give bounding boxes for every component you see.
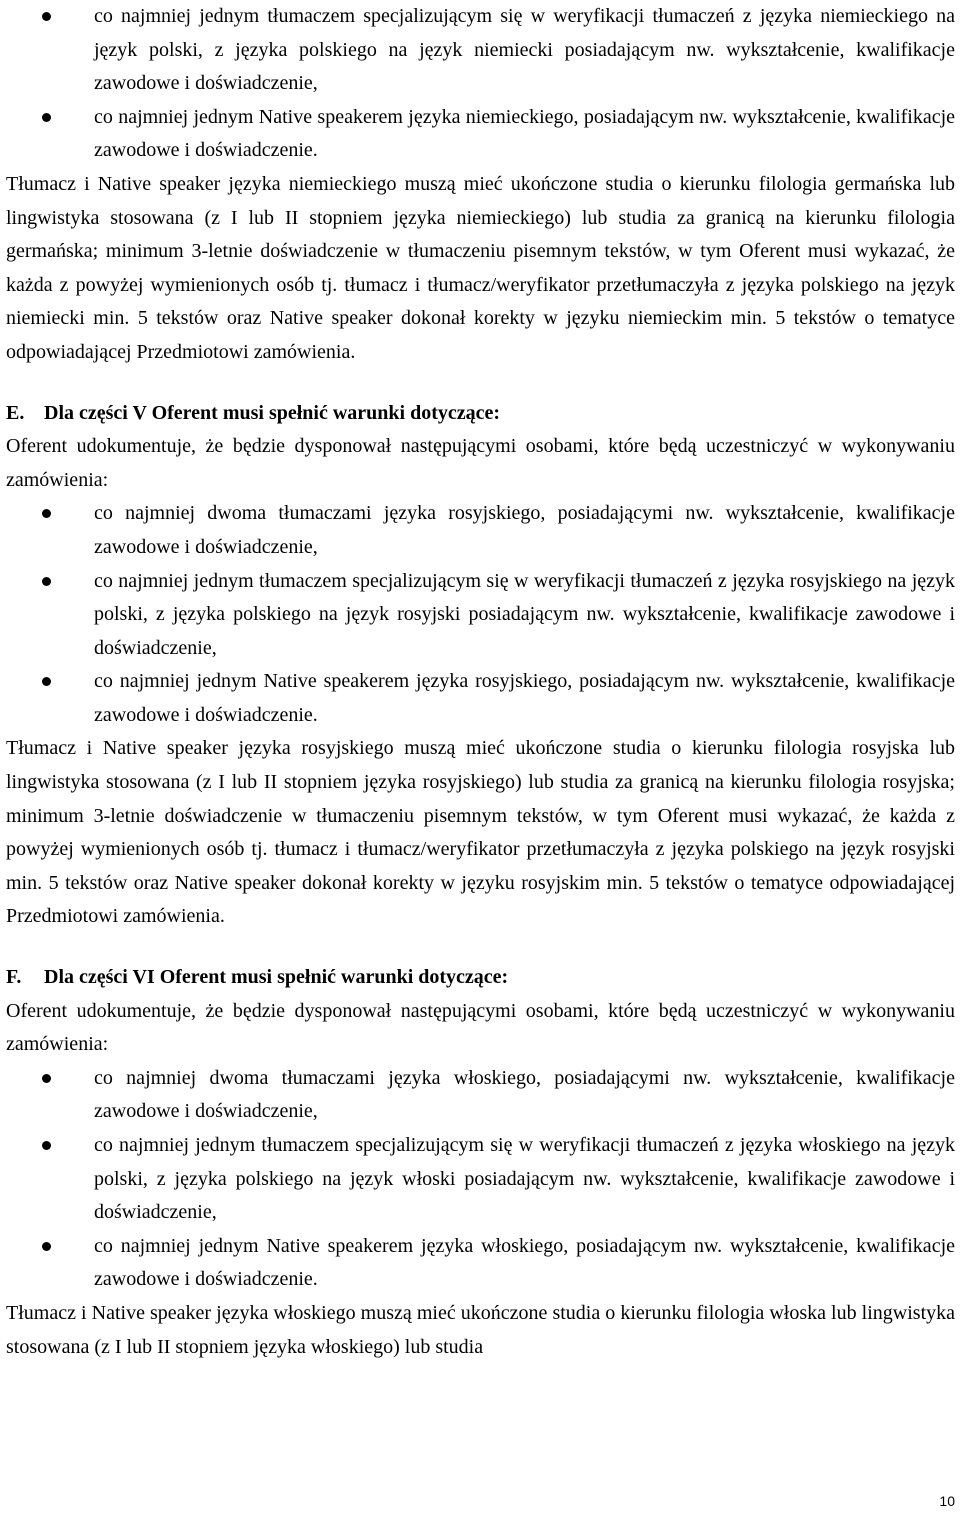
list-item: co najmniej jednym tłumaczem specjalizującym się w weryfikacji tłumaczeń z języka włoskiego na język polski, z języka polskiego na język włoski posiadającym nw. wykształcenie, kwalifikacje zawodowe i doświadczenie, [6,1129,955,1230]
body-paragraph: Tłumacz i Native speaker języka włoskiego muszą mieć ukończone studia o kierunku filologia włoska lub lingwistyka stosowana (z I lub II stopniem języka włoskiego) lub studia [6,1301,955,1358]
section-letter: E. [6,401,25,424]
list-item: co najmniej jednym Native speakerem języka rosyjskiego, posiadającym nw. wykształcenie, kwalifikacje zawodowe i doświadczenie. [6,665,955,732]
section-intro: Oferent udokumentuje, że będzie dysponował następującymi osobami, które będą uczestniczyć w wykonywaniu zamówienia: [6,999,955,1056]
section-intro: Oferent udokumentuje, że będzie dysponował następującymi osobami, które będą uczestniczyć w wykonywaniu zamówienia: [6,435,955,491]
section-title: Dla części V Oferent musi spełnić warunki dotyczące: [44,401,501,424]
section-title: Dla części VI Oferent musi spełnić warunki dotyczące: [44,966,509,989]
section-f-bullet-list [6,1062,955,1297]
body-paragraph: Tłumacz i Native speaker języka niemieckiego muszą mieć ukończone studia o kierunku filologia germańska lub lingwistyka stosowana (z I lub II stopniem języka niemieckiego) lub studia za granicą na kierunku filologia germańska; minimum 3-letnie doświadczenie w tłumaczeniu pisemnym tekstów, w tym Oferent musi wykazać, że każda z powyżej wymienionych osób tj. tłumacz i tłumacz/weryfikator przetłumaczyła z języka polskiego na język niemiecki min. 5 tekstów oraz Native speaker dokonał korekty w języku niemieckim min. 5 tekstów o tematyce odpowiadającej Przedmiotowi zamówienia. [6,172,955,363]
list-item: co najmniej jednym tłumaczem specjalizującym się w weryfikacji tłumaczeń z języka rosyjskiego na język polski, z języka polskiego na język rosyjski posiadającym nw. wykształcenie, kwalifikacje zawodowe i doświadczenie, [6,565,955,666]
section-heading-f [6,961,955,995]
top-bullet-list [6,0,955,168]
page-content [6,0,955,1364]
section-letter: F. [6,966,22,989]
list-item: co najmniej jednym Native speakerem języka niemieckiego, posiadającym nw. wykształcenie, kwalifikacje zawodowe i doświadczenie. [6,101,955,168]
list-item: co najmniej dwoma tłumaczami języka rosyjskiego, posiadającymi nw. wykształcenie, kwalifikacje zawodowe i doświadczenie, [6,497,955,564]
list-item: co najmniej jednym Native speakerem języka włoskiego, posiadającym nw. wykształcenie, kwalifikacje zawodowe i doświadczenie. [6,1230,955,1297]
body-paragraph: Tłumacz i Native speaker języka rosyjskiego muszą mieć ukończone studia o kierunku filologia rosyjska lub lingwistyka stosowana (z I lub II stopniem języka rosyjskiego) lub studia za granicą na kierunku filologia rosyjska; minimum 3-letnie doświadczenie w tłumaczeniu pisemnym tekstów, w tym Oferent musi wykazać, że każda z powyżej wymienionych osób tj. tłumacz i tłumacz/weryfikator przetłumaczyła z języka polskiego na język rosyjski min. 5 tekstów oraz Native speaker dokonał korekty w języku rosyjskim min. 5 tekstów o tematyce odpowiadającej Przedmiotowi zamówienia. [6,737,955,928]
section-heading-e [6,397,955,431]
list-item: co najmniej jednym tłumaczem specjalizującym się w weryfikacji tłumaczeń z języka niemieckiego na język polski, z języka polskiego na język niemiecki posiadającym nw. wykształcenie, kwalifikacje zawodowe i doświadczenie, [6,0,955,101]
page-number: 10 [939,1493,955,1509]
list-item: co najmniej dwoma tłumaczami języka włoskiego, posiadającymi nw. wykształcenie, kwalifikacje zawodowe i doświadczenie, [6,1062,955,1129]
section-e-bullet-list [6,497,955,732]
